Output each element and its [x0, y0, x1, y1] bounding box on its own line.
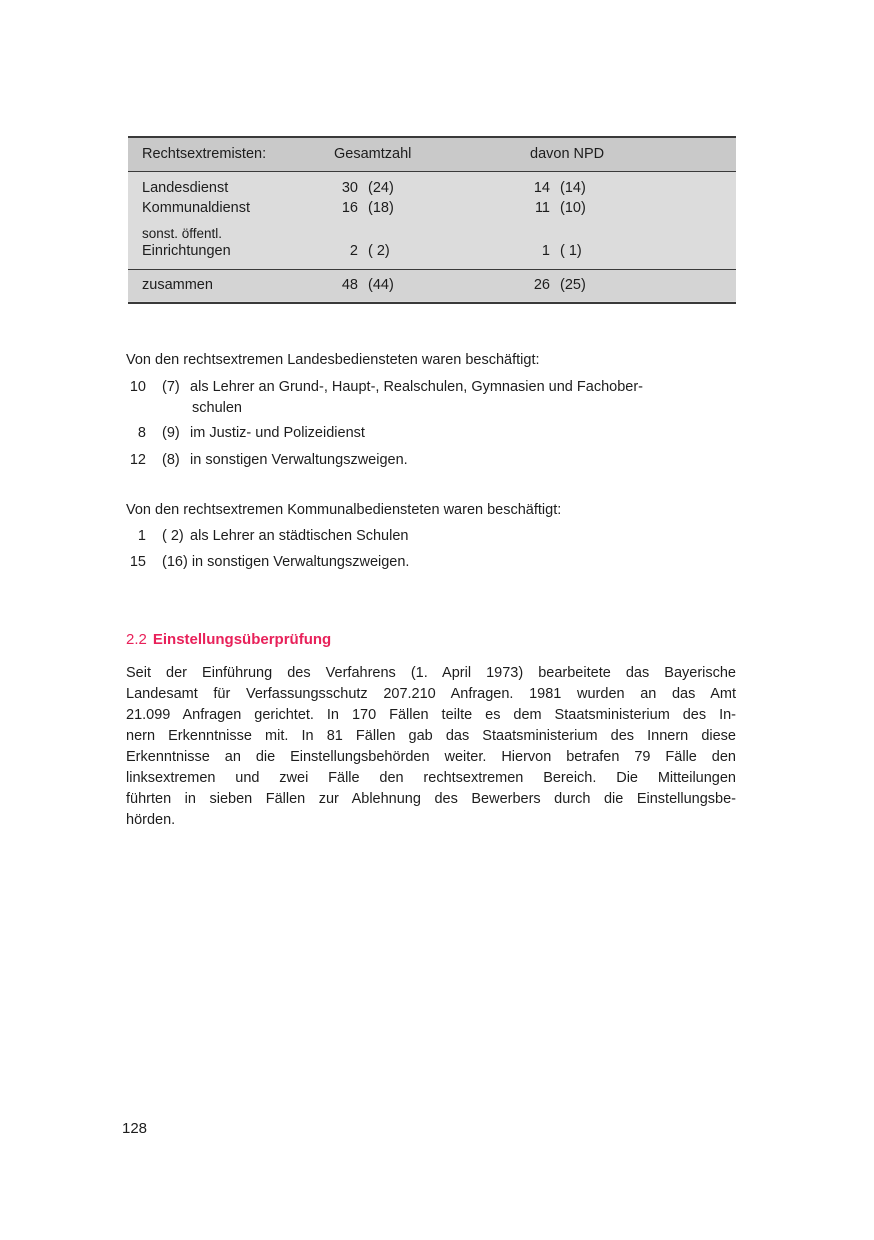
list-item-count: 1: [137, 528, 146, 544]
list-item-text: im Justiz- und Polizeidienst: [190, 425, 365, 441]
total-cell-npd: 26: [533, 277, 550, 293]
header-total: Gesamtzahl: [334, 146, 412, 162]
list-item-prev: (7): [162, 379, 180, 395]
paragraph-line: Erkenntnisse an die Einstellungsbehörden weiter. Hiervon betrafen 79 Fälle den: [126, 749, 736, 765]
total-label: zusammen: [142, 277, 213, 293]
list-item-text: als Lehrer an Grund-, Haupt-, Realschulen, Gymnasien und Fachober-: [190, 379, 643, 395]
list-item-count: 12: [129, 452, 146, 468]
statistics-table: [128, 136, 736, 304]
paragraph-line: Seit der Einführung des Verfahrens (1. April 1973) bearbeitete das Bayerische: [126, 665, 736, 681]
page-number: 128: [122, 1120, 148, 1137]
table-total-row: [128, 269, 736, 301]
header-label: Rechtsextremisten:: [142, 146, 267, 162]
list-item-prev: (16): [162, 554, 188, 570]
paragraph-line: nern Erkenntnisse mit. In 81 Fällen gab das Staatsministerium des Innern diese: [126, 728, 736, 744]
paragraph-line: führten in sieben Fällen zur Ablehnung des Bewerbers durch die Einstellungsbe-: [126, 791, 736, 807]
paragraph-line: linksextremen und zwei Fälle den rechtsextremen Bereich. Die Mitteilungen: [126, 770, 736, 786]
list-item: [162, 552, 409, 573]
table-row-label-line1: sonst. öffentl.: [142, 226, 223, 241]
section-number: 2.2: [126, 631, 147, 648]
paragraph-line: hörden.: [126, 812, 176, 828]
section-paragraph: [126, 663, 736, 831]
list-item-text: in sonstigen Verwaltungszweigen.: [190, 452, 408, 468]
total-cell-total: 48: [341, 277, 358, 293]
table-cell-npd: 14: [533, 180, 550, 196]
header-npd: davon NPD: [530, 146, 605, 162]
table-row-label: Einrichtungen: [142, 243, 231, 259]
table-cell-npd: 11: [534, 200, 550, 216]
total-cell-npd-prev: (25): [560, 277, 586, 293]
list-item-count: 8: [137, 425, 146, 441]
list-item-prev: ( 2): [162, 528, 184, 544]
list-item-text: in sonstigen Verwaltungszweigen.: [191, 554, 410, 570]
section-title: Einstellungsüberprüfung: [152, 631, 332, 648]
list-item: [162, 526, 408, 547]
table-header-row: [128, 138, 736, 172]
paragraph-line: 21.099 Anfragen gerichtet. In 170 Fällen teilte es dem Staatsministerium des In-: [126, 707, 736, 723]
table-row-label: Kommunaldienst: [142, 200, 250, 216]
table-cell-total: 16: [341, 200, 358, 216]
list-item-text: als Lehrer an städtischen Schulen: [190, 528, 409, 544]
list-item: [162, 450, 408, 471]
list-item: [162, 423, 365, 444]
paragraph-line: Landesamt für Verfassungsschutz 207.210 Anfragen. 1981 wurden an das Amt: [126, 686, 736, 702]
list-item-prev: (8): [162, 452, 180, 468]
list-item-prev: (9): [162, 425, 180, 441]
list-item-count: 15: [129, 554, 146, 570]
table-cell-total-prev: (18): [368, 200, 394, 216]
table-body: [128, 172, 736, 268]
table-cell-npd: 1: [541, 243, 550, 259]
list-item: [162, 377, 643, 398]
kommunal-intro: Von den rechtsextremen Kommunalbediensteten waren beschäftigt:: [126, 502, 562, 518]
table-row-label: Landesdienst: [142, 180, 229, 196]
table-cell-npd-prev: ( 1): [560, 243, 582, 259]
total-cell-total-prev: (44): [368, 277, 394, 293]
list-item-count: 10: [129, 379, 146, 395]
landes-intro: Von den rechtsextremen Landesbediensteten waren beschäftigt:: [126, 352, 540, 368]
table-cell-total-prev: (24): [368, 180, 394, 196]
table-cell-total: 30: [341, 180, 358, 196]
section-heading: [126, 629, 331, 650]
table-cell-total-prev: ( 2): [368, 243, 390, 259]
table-cell-npd-prev: (14): [560, 180, 586, 196]
table-cell-npd-prev: (10): [560, 200, 586, 216]
table-cell-total: 2: [349, 243, 358, 259]
list-item-continuation: schulen: [192, 400, 242, 416]
